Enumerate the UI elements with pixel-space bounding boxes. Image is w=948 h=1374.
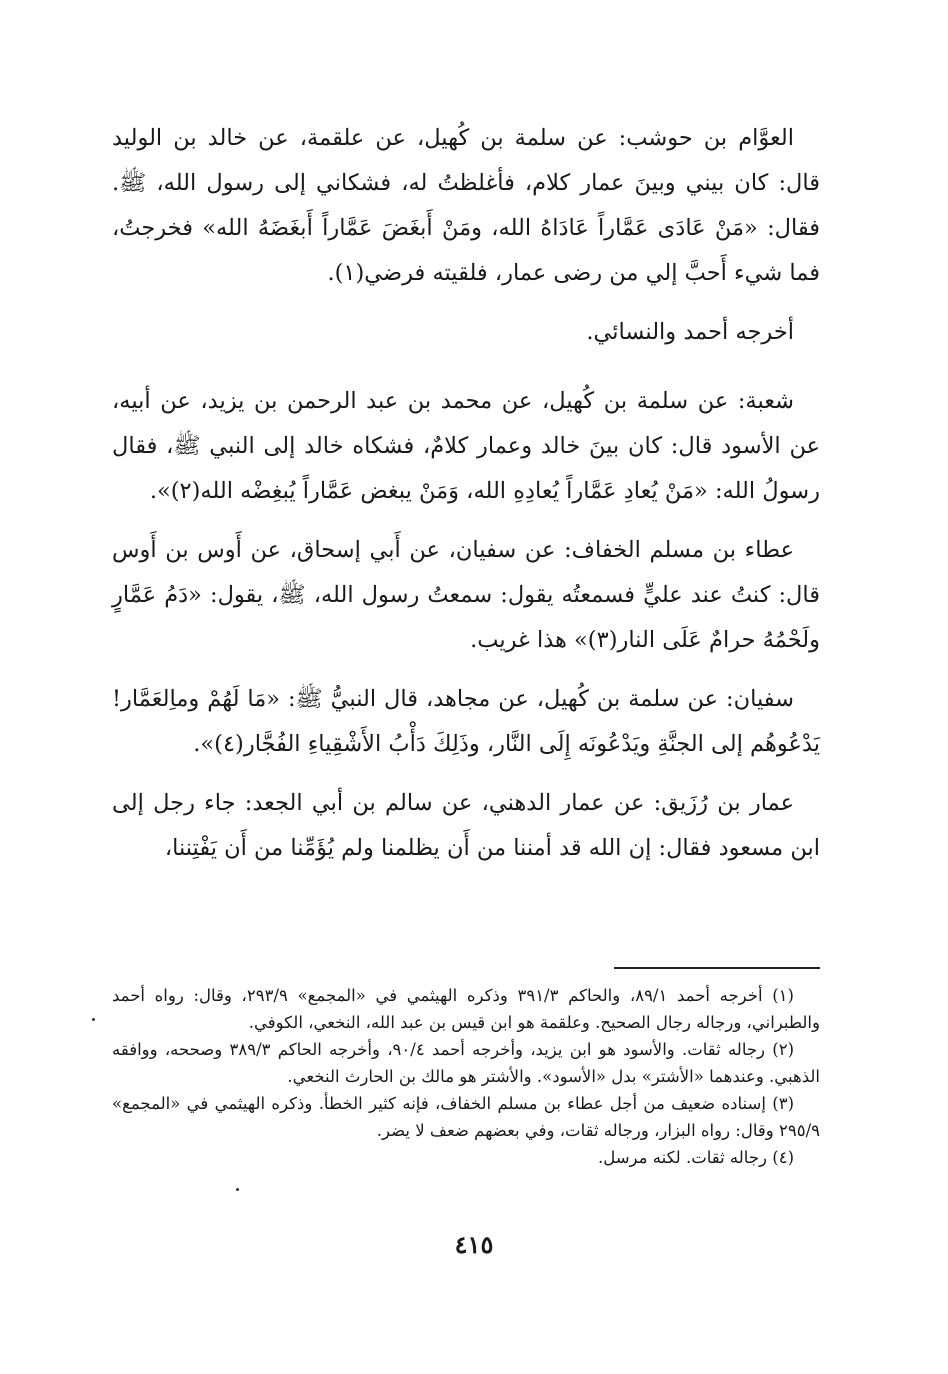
paragraph-shuba-narration	[112, 379, 820, 514]
footnotes	[112, 982, 820, 1171]
page-number: ٤١٥	[454, 1230, 494, 1259]
footnote-3	[112, 1090, 820, 1144]
footnote-line: (٣) إسناده ضعيف من أجل عطاء بن مسلم الخفاف، فإنه كثير الخطأ. وذكره الهيثمي في	[186, 1094, 794, 1113]
text-line: قال: كان بيني وبينَ عمار كلام، فأغلظتُ له، فشكاني إلى رسول الله، ﷺ.	[112, 170, 820, 196]
footnote-line: «المجمع» ٢٩٥/٩ وقال: رواه البزار، ورجاله ثقات، وفي بعضهم ضعف لا يضر.	[112, 1094, 820, 1140]
scan-speck	[236, 1188, 239, 1191]
text-line: الله(٢)».	[149, 478, 234, 504]
text-line: إلى ابن مسعود فقال: إن الله قد أمننا من أَن يظلمنا ولم يُؤَمِّنا من أَن يَفْتِننا،	[112, 790, 820, 861]
text-line: وماِلعَمَّار! يَدْعُوهُم إلى الجنَّةِ ويَدْعُونَه إِلَى النَّار، وذَلِكَ دَأْبُ الأَشْقِياءِ	[112, 686, 820, 757]
text-line: العوَّام بن حوشب: عن سلمة بن كُهيل، عن علقمة، عن خالد بن الوليد	[112, 125, 794, 151]
scan-speck	[92, 1018, 95, 1021]
footnote-line: وصححه، ووافقه الذهبي. وعندهما «الأشتر» بدل «الأسود». والأشتر هو مالك بن الحارث النخعي.	[112, 1040, 820, 1086]
footnote-divider	[614, 967, 820, 969]
text-line: عمار بن رُزَيق: عن عمار الدهني، عن سالم بن أبي الجعد: جاء رجل	[153, 790, 794, 816]
footnote-4	[112, 1144, 820, 1171]
footnote-line: (٤) رجاله ثقات. لكنه مرسل.	[597, 1148, 794, 1167]
paragraph-awwam-narration	[112, 116, 820, 296]
footnote-line: (٢) رجاله ثقات. والأسود هو ابن يزيد، وأخرجه أحمد ٩٠/٤، وأخرجه الحاكم ٣٨٩/٣	[229, 1040, 794, 1059]
paragraph-source-attribution	[112, 310, 820, 355]
footnote-2	[112, 1036, 820, 1090]
footnote-1	[112, 982, 820, 1036]
text-line: فقال رسولُ الله: «مَنْ يُعادِ عَمَّاراً يُعادِهِ الله، وَمَنْ يبغض عَمَّاراً يُبغِضْه	[112, 433, 820, 504]
text-line: قال: كنتُ عند عليٍّ فسمعتُه يقول: سمعتُ رسول الله، ﷺ، يقول: «دَمُ	[164, 582, 821, 608]
paragraph-ata-narration	[112, 528, 820, 663]
footnote-line: (١) أخرجه أحمد ٨٩/١، والحاكم ٣٩١/٣ وذكره الهيثمي في «المجمع» ٢٩٣/٩، وقال: رواه	[154, 986, 794, 1005]
paragraph-ammar-bin-ruzayq-narration	[112, 781, 820, 871]
text-line: فما شيء أَحبَّ إلي من رضى عمار، فلقيته فرضي(١).	[327, 260, 820, 286]
paragraph-sufyan-narration	[112, 677, 820, 767]
text-line: شعبة: عن سلمة بن كُهيل، عن محمد بن عبد الرحمن بن يزيد، عن	[160, 388, 794, 414]
text-line: سفيان: عن سلمة بن كُهيل، عن مجاهد، قال النبيُّ ﷺ: «مَا لَهُمْ	[207, 686, 794, 712]
text-line: أبيه، عن الأسود قال: كان بينَ خالد وعمار كلامٌ، فشكاه خالد إلى النبي ﷺ،	[112, 388, 820, 459]
text-line: أخرجه أحمد والنسائي.	[586, 319, 794, 345]
text-line: عَمَّارٍ ولَحْمُهُ حرامٌ عَلَى النار(٣)» هذا غريب.	[112, 582, 820, 653]
footnote-line: أحمد والطبراني، ورجاله رجال الصحيح. وعلقمة هو ابن قيس بن عبد الله، النخعي، الكوفي.	[112, 986, 820, 1032]
text-line: الفُجَّار(٤)».	[193, 731, 301, 757]
text-line: فقال: «مَنْ عَادَى عَمَّاراً عَادَاهُ الله، ومَنْ أَبغَضَ عَمَّاراً أَبغَضَهُ الله» فخرجتُ،	[112, 215, 820, 241]
main-text	[112, 116, 820, 885]
text-line: عطاء بن مسلم الخفاف: عن سفيان، عن أَبي إسحاق، عن أَوس بن أَوس	[112, 537, 794, 563]
